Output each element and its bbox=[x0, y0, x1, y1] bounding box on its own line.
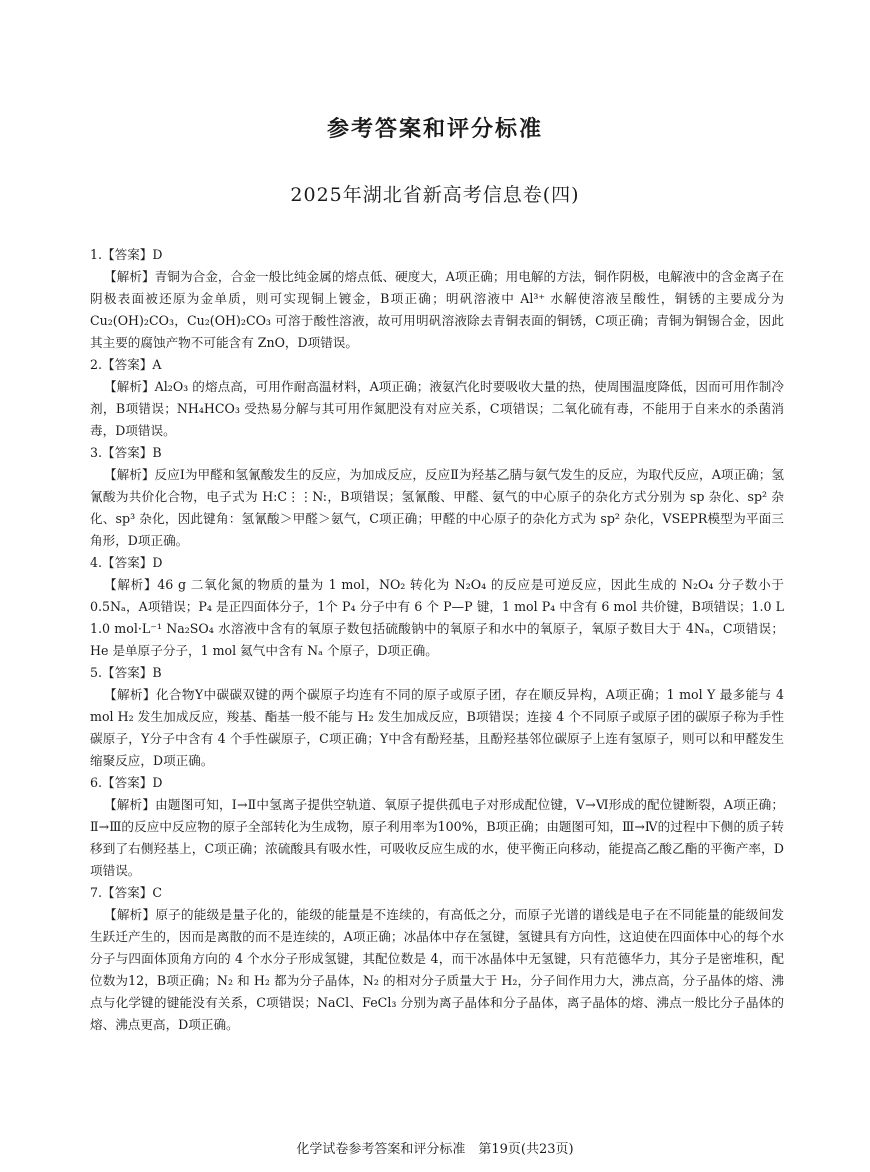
question-item-2 bbox=[90, 354, 784, 442]
page-footer: 化学试卷参考答案和评分标准 第19页(共23页) bbox=[296, 1142, 574, 1157]
explanation-paragraph: 【解析】反应Ⅰ为甲醛和氢氰酸发生的反应，为加成反应，反应Ⅱ为羟基乙腈与氨气发生的反应，为取代反应，A项正确；氢氰酸为共价化合物，电子式为 H:C⋮⋮N:，B项错误；氢氰酸、甲醛、氨气的中心原子的杂化方式分别为 sp 杂化、sp² 杂化、sp³ 杂化，因此键角：氢氰酸＞甲醛＞氨气，C项正确；甲醛的中心原子的杂化方式为 sp² 杂化，VSEPR模型为平面三角形，D项正确。 bbox=[90, 467, 784, 548]
question-item-5 bbox=[90, 662, 784, 772]
explanation-paragraph: 【解析】由题图可知，Ⅰ→Ⅱ中氢离子提供空轨道、氧原子提供孤电子对形成配位键，Ⅴ→Ⅵ形成的配位键断裂，A项正确；Ⅱ→Ⅲ的反应中反应物的原子全部转化为生成物，原子利用率为100%，B项正确；由题图可知，Ⅲ→Ⅳ的过程中下侧的质子转移到了右侧羟基上，C项正确；浓硫酸具有吸水性，可吸收反应生成的水，使平衡正向移动，能提高乙酸乙酯的平衡产率，D项错误。 bbox=[90, 797, 784, 878]
answer-line: 4.【答案】D bbox=[90, 555, 163, 570]
answer-list bbox=[90, 244, 784, 1036]
explanation-paragraph: 【解析】青铜为合金，合金一般比纯金属的熔点低、硬度大，A项正确；用电解的方法，铜作阴极，电解液中的含金离子在阴极表面被还原为金单质，则可实现铜上镀金，B项正确；明矾溶液中 Al³⁺ 水解使溶液呈酸性，铜锈的主要成分为 Cu₂(OH)₂CO₃，Cu₂(OH)₂CO₃ 可溶于酸性溶液，故可用明矾溶液除去青铜表面的铜锈，C项正确；青铜为铜锡合金，因此其主要的腐蚀产物不可能含有 ZnO，D项错误。 bbox=[90, 269, 784, 350]
question-item-7 bbox=[90, 882, 784, 1036]
explanation-paragraph: 【解析】Al₂O₃ 的熔点高，可用作耐高温材料，A项正确；液氨汽化时要吸收大量的热，使周围温度降低，因而可用作制冷剂，B项错误；NH₄HCO₃ 受热易分解与其可用作氮肥没有对应关系，C项错误；二氧化硫有毒，不能用于自来水的杀菌消毒，D项错误。 bbox=[90, 379, 784, 438]
answer-line: 5.【答案】B bbox=[90, 665, 162, 680]
answer-line: 2.【答案】A bbox=[90, 357, 162, 372]
explanation-paragraph: 【解析】原子的能级是量子化的，能级的能量是不连续的，有高低之分，而原子光谱的谱线是电子在不同能量的能级间发生跃迁产生的，因而是离散的而不是连续的，A项正确；冰晶体中存在氢键，氢键具有方向性，这迫使在四面体中心的每个水分子与四面体顶角方向的 4 个水分子形成氢键，其配位数是 4，而干冰晶体中无氢键，只有范德华力，其分子是密堆积，配位数为12，B项正确；N₂ 和 H₂ 都为分子晶体，N₂ 的相对分子质量大于 H₂，分子间作用力大，沸点高，分子晶体的熔、沸点与化学键的键能没有关系，C项错误；NaCl、FeCl₃ 分别为离子晶体和分子晶体，离子晶体的熔、沸点一般比分子晶体的熔、沸点更高，D项正确。 bbox=[90, 907, 784, 1032]
answer-line: 7.【答案】C bbox=[90, 885, 163, 900]
explanation-paragraph: 【解析】46 g 二氧化氮的物质的量为 1 mol，NO₂ 转化为 N₂O₄ 的反应是可逆反应，因此生成的 N₂O₄ 分子数小于 0.5Nₐ，A项错误；P₄ 是正四面体分子，1个 P₄ 分子中有 6 个 P—P 键，1 mol P₄ 中含有 6 mol 共价键，B项错误；1.0 L 1.0 mol·L⁻¹ Na₂SO₄ 水溶液中含有的氧原子数包括硫酸钠中的氧原子和水中的氧原子，氧原子数目大于 4Nₐ，C项错误；He 是单原子分子，1 mol 氦气中含有 Nₐ 个原子，D项正确。 bbox=[90, 577, 784, 658]
answer-line: 1.【答案】D bbox=[90, 247, 163, 262]
page-subtitle: 2025年湖北省新高考信息卷(四) bbox=[290, 184, 580, 206]
question-item-1 bbox=[90, 244, 784, 354]
question-item-4 bbox=[90, 552, 784, 662]
explanation-paragraph: 【解析】化合物Y中碳碳双键的两个碳原子均连有不同的原子或原子团，存在顺反异构，A项正确；1 mol Y 最多能与 4 mol H₂ 发生加成反应，羧基、酯基一般不能与 H₂ 发生加成反应，B项错误；连接 4 个不同原子或原子团的碳原子称为手性碳原子，Y分子中含有 4 个手性碳原子，C项正确；Y中含有酚羟基，且酚羟基邻位碳原子上连有氢原子，则可以和甲醛发生缩聚反应，D项正确。 bbox=[90, 687, 784, 768]
question-item-6 bbox=[90, 772, 784, 882]
answer-line: 3.【答案】B bbox=[90, 445, 162, 460]
question-item-3 bbox=[90, 442, 784, 552]
page-title: 参考答案和评分标准 bbox=[326, 117, 543, 142]
answer-line: 6.【答案】D bbox=[90, 775, 163, 790]
